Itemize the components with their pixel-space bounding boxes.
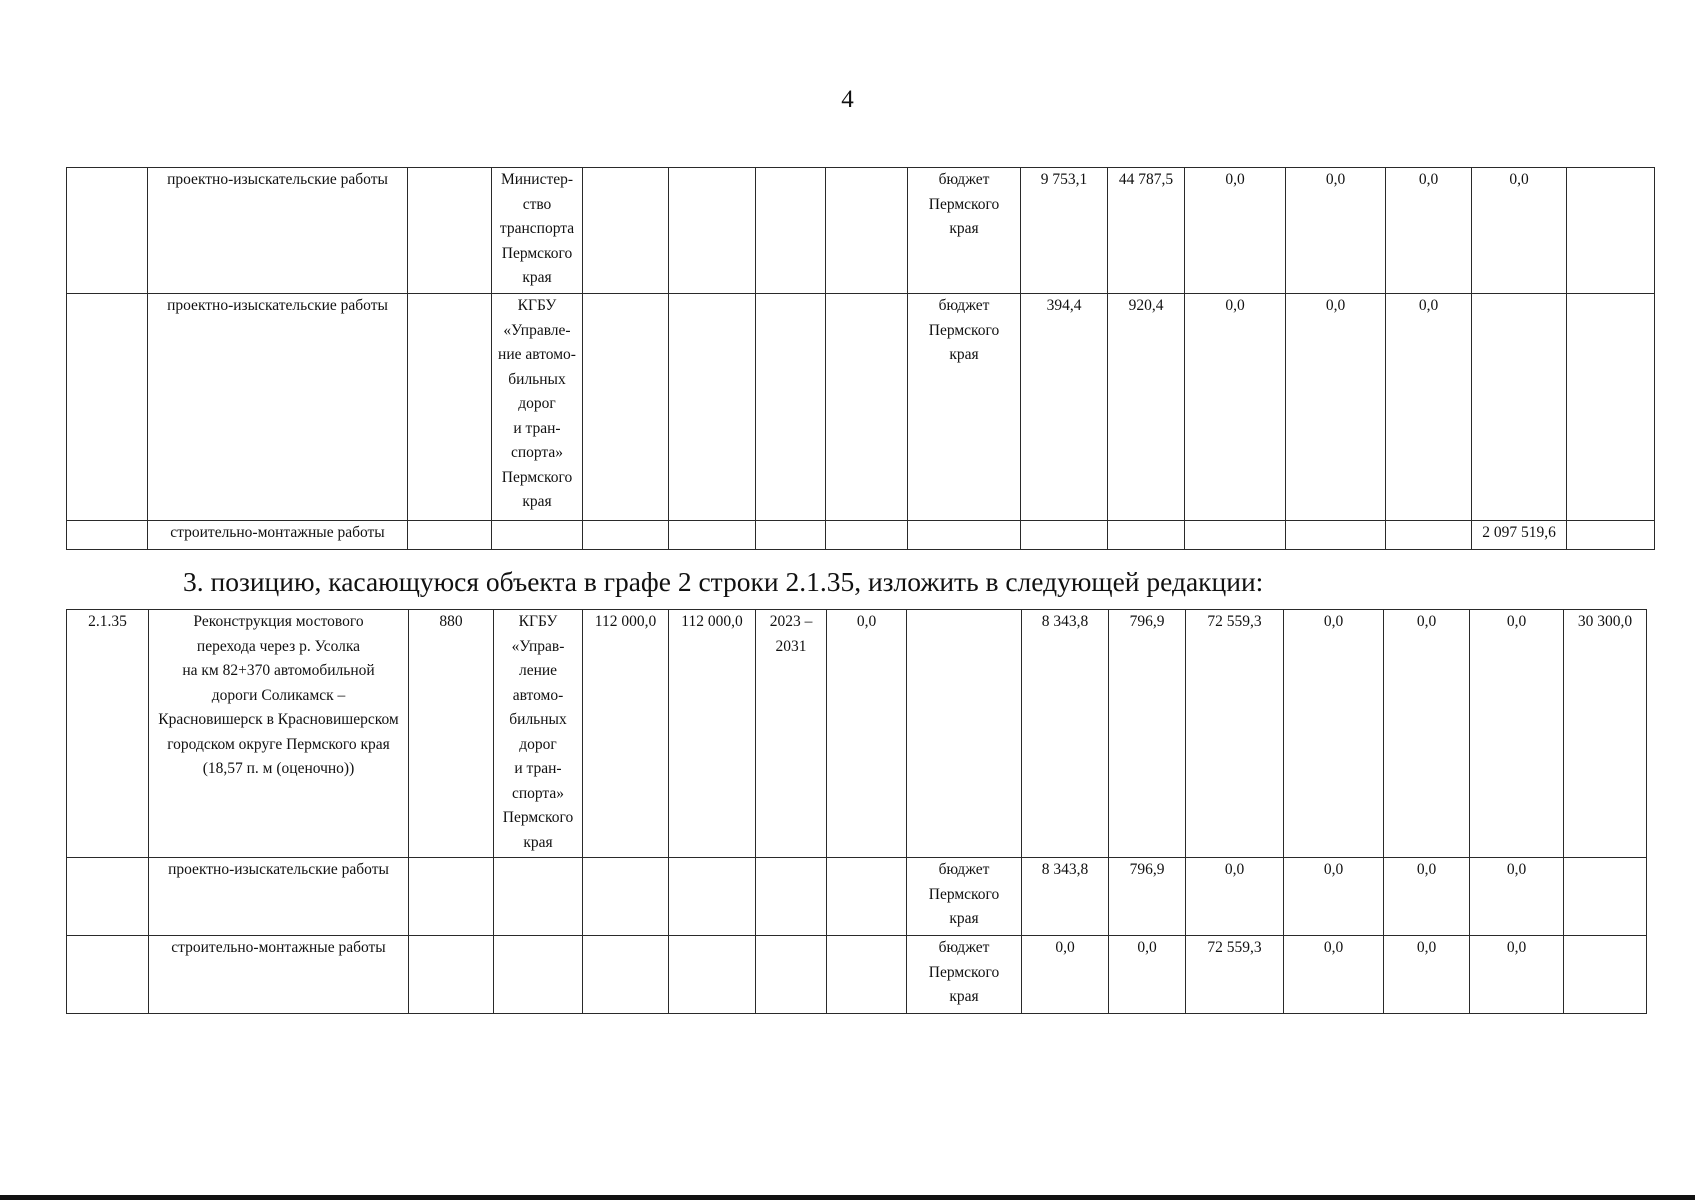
scan-edge-bar <box>0 1195 1695 1200</box>
table-cell <box>1386 521 1472 550</box>
table-cell: 0,0 <box>1185 168 1286 294</box>
budget-table-continued <box>66 167 1655 550</box>
table-cell: 44 787,5 <box>1108 168 1185 294</box>
table-cell: строительно-монтажные работы <box>148 521 408 550</box>
table-cell <box>67 168 148 294</box>
table-cell: 880 <box>409 610 494 858</box>
table-cell: Реконструкция мостового перехода через р. Усолка на км 82+370 автомобильной дороги Соликамск – Красновишерск в Красновишерском городском округе Пермского края (18,57 п. м (оценочно)) <box>149 610 409 858</box>
table-cell: 920,4 <box>1108 294 1185 521</box>
table-row <box>67 610 1647 858</box>
table-cell <box>756 294 826 521</box>
table-cell <box>908 521 1021 550</box>
table-cell <box>669 294 756 521</box>
table-cell: 9 753,1 <box>1021 168 1108 294</box>
table-cell <box>1185 521 1286 550</box>
table-cell <box>67 936 149 1014</box>
table-cell: 0,0 <box>1384 858 1470 936</box>
table-cell: 2 097 519,6 <box>1472 521 1567 550</box>
table-cell <box>67 521 148 550</box>
table-cell <box>492 521 583 550</box>
table-cell <box>494 858 583 936</box>
table-cell: 112 000,0 <box>669 610 756 858</box>
table-cell <box>907 610 1022 858</box>
table-row <box>67 521 1655 550</box>
table-cell <box>827 858 907 936</box>
table-cell: 0,0 <box>1022 936 1109 1014</box>
table-row <box>67 858 1647 936</box>
table-cell <box>583 168 669 294</box>
table-cell: проектно-изыскательские работы <box>148 294 408 521</box>
table-cell: 0,0 <box>1185 294 1286 521</box>
table-cell <box>756 858 827 936</box>
table-cell: проектно-изыскательские работы <box>149 858 409 936</box>
table-body <box>67 610 1647 1014</box>
table-cell: 112 000,0 <box>583 610 669 858</box>
table-cell: 0,0 <box>1284 610 1384 858</box>
table-cell <box>1567 521 1655 550</box>
table-cell: 30 300,0 <box>1564 610 1647 858</box>
table-cell <box>1286 521 1386 550</box>
table-cell: 0,0 <box>1186 858 1284 936</box>
table-cell <box>583 521 669 550</box>
table-cell: 0,0 <box>1470 610 1564 858</box>
table-cell: 0,0 <box>1386 294 1472 521</box>
table-cell: бюджет Пермского края <box>908 168 1021 294</box>
table-cell <box>583 936 669 1014</box>
table-cell: бюджет Пермского края <box>907 858 1022 936</box>
table-cell: строительно-монтажные работы <box>149 936 409 1014</box>
table-cell: 0,0 <box>1284 858 1384 936</box>
table-cell <box>408 521 492 550</box>
table-cell: 0,0 <box>1286 168 1386 294</box>
table-cell: 2.1.35 <box>67 610 149 858</box>
table-body <box>67 168 1655 550</box>
table-cell: 394,4 <box>1021 294 1108 521</box>
table-cell <box>826 521 908 550</box>
table-cell: 0,0 <box>1470 936 1564 1014</box>
table-cell <box>408 294 492 521</box>
table-cell: 72 559,3 <box>1186 610 1284 858</box>
table-cell: КГБУ «Управле- ние автомо- бильных дорог и тран- спорта» Пермского края <box>492 294 583 521</box>
table-cell: 0,0 <box>1470 858 1564 936</box>
table-cell: бюджет Пермского края <box>907 936 1022 1014</box>
table-row <box>67 168 1655 294</box>
table-cell <box>756 168 826 294</box>
table-cell: бюджет Пермского края <box>908 294 1021 521</box>
table-cell <box>1108 521 1185 550</box>
table-cell <box>494 936 583 1014</box>
table-cell: Министер- ство транспорта Пермского края <box>492 168 583 294</box>
table-cell <box>826 168 908 294</box>
table-cell: 0,0 <box>1386 168 1472 294</box>
table-cell <box>408 168 492 294</box>
table-cell: 0,0 <box>1472 168 1567 294</box>
table-cell <box>583 858 669 936</box>
table-cell <box>669 168 756 294</box>
table-cell <box>67 858 149 936</box>
table-cell <box>669 521 756 550</box>
table-cell <box>1021 521 1108 550</box>
table-cell: 796,9 <box>1109 858 1186 936</box>
table-cell <box>669 858 756 936</box>
table-cell: 0,0 <box>1286 294 1386 521</box>
table-cell <box>1567 294 1655 521</box>
table-cell <box>756 521 826 550</box>
table-cell <box>1564 936 1647 1014</box>
table-cell <box>67 294 148 521</box>
table-cell: 0,0 <box>1384 936 1470 1014</box>
table-cell <box>756 936 827 1014</box>
table-cell: 0,0 <box>827 610 907 858</box>
page-number: 4 <box>841 86 854 113</box>
table-cell: 0,0 <box>1109 936 1186 1014</box>
table-cell <box>826 294 908 521</box>
table-cell: 2023 – 2031 <box>756 610 827 858</box>
table-cell: проектно-изыскательские работы <box>148 168 408 294</box>
table-cell: 8 343,8 <box>1022 610 1109 858</box>
table-row <box>67 294 1655 521</box>
section-heading: 3. позицию, касающуюся объекта в графе 2 строки 2.1.35, изложить в следующей редакции: <box>183 566 1264 597</box>
table-cell <box>409 858 494 936</box>
object-2-1-35-table <box>66 609 1647 1014</box>
table-cell: КГБУ «Управ- ление автомо- бильных дорог и тран- спорта» Пермского края <box>494 610 583 858</box>
table-cell: 8 343,8 <box>1022 858 1109 936</box>
table-cell: 72 559,3 <box>1186 936 1284 1014</box>
table-cell <box>1564 858 1647 936</box>
table-row <box>67 936 1647 1014</box>
table-cell <box>669 936 756 1014</box>
table-cell <box>409 936 494 1014</box>
table-cell: 0,0 <box>1384 610 1470 858</box>
table-cell: 0,0 <box>1284 936 1384 1014</box>
table-cell <box>583 294 669 521</box>
table-cell <box>1472 294 1567 521</box>
table-cell <box>827 936 907 1014</box>
table-cell <box>1567 168 1655 294</box>
table-cell: 796,9 <box>1109 610 1186 858</box>
